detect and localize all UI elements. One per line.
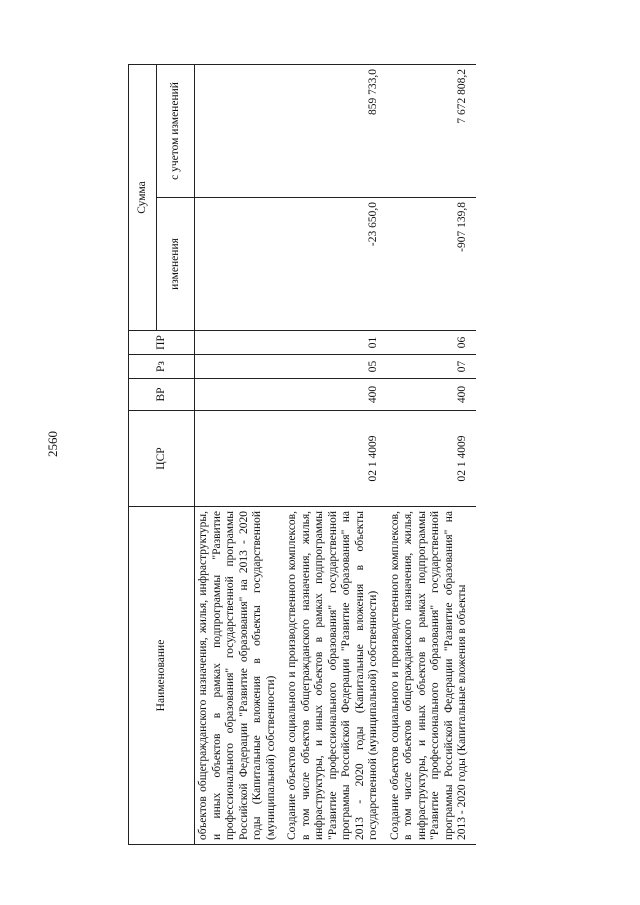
row-vr: 400 [284, 379, 387, 411]
row-csr: 02 1 4009 [284, 411, 387, 507]
header-sum: Сумма [129, 64, 157, 330]
row-pr: 06 [387, 331, 476, 355]
row-vr [195, 379, 285, 411]
row-rz: 07 [387, 355, 476, 379]
row-s-uchetom [195, 64, 285, 197]
page-number: 2560 [45, 431, 60, 457]
table-row [387, 64, 476, 844]
row-pr [195, 331, 285, 355]
header-s-uchetom: с учетом изменений [157, 64, 195, 197]
row-name: Создание объектов социального и производственного комплексов, в том числе объектов общегражданского назначения, жилья, инфраструктуры, и иных объектов в рамках подпрограммы "Развитие профессионального образования" государственной программы Российской Федерации "Развитие образования" на 2013 - 2020 годы (Капитальные вложения в объекты [387, 507, 476, 845]
row-izmeneniya [195, 198, 285, 331]
table-body [195, 64, 476, 844]
row-vr: 400 [387, 379, 476, 411]
row-s-uchetom: 859 733,0 [284, 64, 387, 197]
row-rz: 05 [284, 355, 387, 379]
row-izmeneniya: -907 139,8 [387, 198, 476, 331]
row-izmeneniya: -23 650,0 [284, 198, 387, 331]
header-vr: ВР [129, 379, 195, 411]
row-name: Создание объектов социального и производственного комплексов, в том числе объектов общегражданского назначения, жилья, инфраструктуры, и иных объектов в рамках подпрограммы "Развитие профессионального образования" государственной программы Российской Федерации "Развитие образования" на 2013 - 2020 годы (Капитальные вложения в объекты государственной (муниципальной) собственности) [284, 507, 387, 845]
table-header [129, 64, 195, 844]
row-rz [195, 355, 285, 379]
rotated-table-container [128, 65, 588, 845]
header-pr: ПР [129, 331, 195, 355]
header-csr: ЦСР [129, 411, 195, 507]
header-izmeneniya: изменения [157, 198, 195, 331]
header-rz: Рз [129, 355, 195, 379]
table-row [284, 64, 387, 844]
row-csr [195, 411, 285, 507]
header-name: Наименование [129, 507, 195, 845]
row-s-uchetom: 7 672 808,2 [387, 64, 476, 197]
row-name: объектов общегражданского назначения, жилья, инфраструктуры, и иных объектов в рамках подпрограммы "Развитие профессионального образования" государственной программы Российской Федерации "Развитие образования" на 2013 - 2020 годы (Капитальные вложения в объекты государственной (муниципальной) собственности) [195, 507, 285, 845]
row-pr: 01 [284, 331, 387, 355]
table-row [195, 64, 285, 844]
row-csr: 02 1 4009 [387, 411, 476, 507]
budget-table [128, 64, 476, 845]
